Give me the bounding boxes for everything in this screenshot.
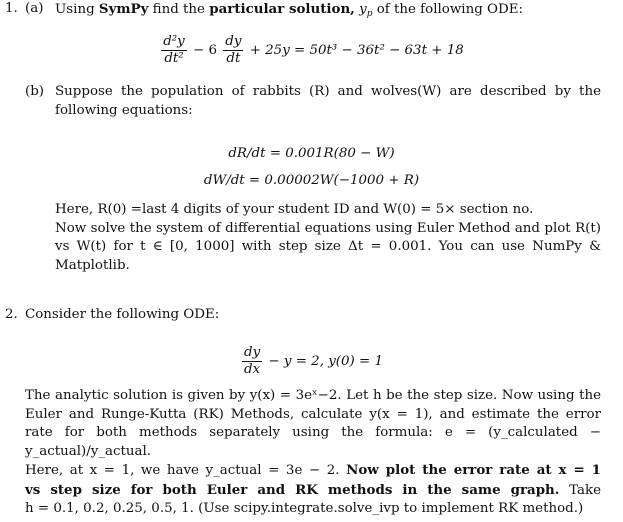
question-2-equation: $\frac{dy}{dx}$ − y = 2, y(0) = 1 [244, 345, 383, 377]
question-2-number: 2. [5, 307, 18, 322]
question-1a-prompt: Using SymPy find the particular solution, $y_p$ of the following ODE: [55, 1, 524, 19]
question-1b-equation-2: dW/dt = 0.00002W(−1000 + R) [203, 173, 420, 188]
question-1b-label: (b) [25, 84, 45, 99]
question-1a-equation: $\frac{\text{d²y}}{\text{dt²}}$ − 6 $\frac{dy}{dt}$ + 25y = 50t³ − 36t² − 63t + 18 [163, 34, 464, 66]
question-1b-equation-1: dR/dt = 0.001R(80 − W) [228, 146, 395, 161]
question-1-number: 1. [5, 1, 18, 16]
question-2-intro: Consider the following ODE: [25, 307, 220, 322]
question-1b-instructions: Here, R(0) =last 4 digits of your student ID and W(0) = 5× section no. Now solve the system of differential equations using Euler Method and plot R(t) vs W(t) for t ∈ [0, 1000] with step size Δt = 0.001. You can use NumPy & Matplotlib. [55, 202, 601, 273]
question-1a-label: (a) [25, 1, 44, 16]
question-1b-text: Suppose the population of rabbits (R) and wolves(W) are described by the following equations: [55, 84, 601, 118]
question-2-body: The analytic solution is given by y(x) = 3eˣ−2. Let h be the step size. Now using the Euler and Runge-Kutta (RK) Methods, calculate y(x = 1), and estimate the error rate for both methods separately using the formula: e = (y_calculated − y_actual)/y_actual. Here, at x = 1, we have y_actual = 3e − 2. Now plot the error rate at x = 1 vs step size for both Euler and RK methods in the same graph. Take h = 0.1, 0.2, 0.25, 0.5, 1. (Use scipy.integrate.solve_ivp to implement RK method.) [25, 388, 602, 516]
